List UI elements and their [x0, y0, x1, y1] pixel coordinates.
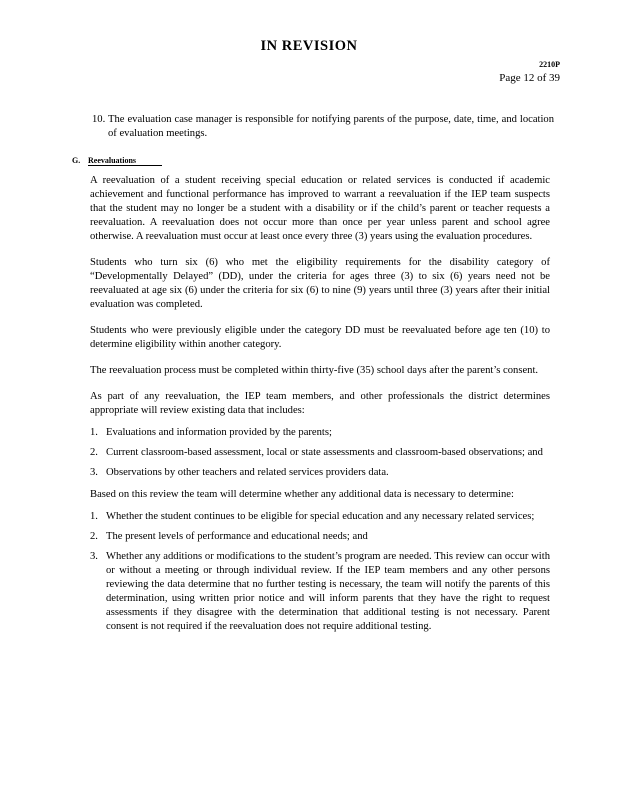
- list-number: 2.: [90, 531, 98, 542]
- section-heading: Reevaluations: [88, 156, 162, 166]
- list-number: 1.: [90, 427, 98, 438]
- paragraph: As part of any reevaluation, the IEP team members, and other professionals the district determines appropriate will review existing data that includes:: [90, 391, 550, 416]
- list-item: [90, 530, 550, 544]
- document-id: 2210P: [539, 60, 560, 69]
- list-text: Observations by other teachers and related services providers data.: [106, 467, 389, 478]
- list-text: The present levels of performance and educational needs; and: [106, 531, 368, 542]
- list-number: 2.: [90, 447, 98, 458]
- paragraph: Students who were previously eligible under the category DD must be reevaluated before age ten (10) to determine eligibility within another category.: [90, 325, 550, 350]
- list-text: Current classroom-based assessment, local or state assessments and classroom-based observations; and: [106, 447, 543, 458]
- revision-banner: IN REVISION: [260, 38, 358, 54]
- list-number: 3.: [90, 551, 98, 562]
- section-letter: G.: [72, 156, 81, 165]
- list-text: Evaluations and information provided by the parents;: [106, 427, 332, 438]
- list-number: 1.: [90, 511, 98, 522]
- list-text: Whether the student continues to be eligible for special education and any necessary related services;: [106, 511, 535, 522]
- list-item: [90, 426, 550, 440]
- list-item: [90, 466, 550, 480]
- list-text: Whether any additions or modifications to the student’s program are needed. This review can occur with or without a meeting or through individual review. If the IEP team members and any other persons reviewing the data determine that no further testing is necessary, the team will notify the parents of this determination, using written prior notice and will inform parents that they have the right to request assessments if they disagree with the determination that additional testing is not necessary. Parent consent is not required if the reevaluation does not require additional testing.: [106, 551, 550, 632]
- list-item-10: 10. The evaluation case manager is responsible for notifying parents of the purpose, date, time, and location of evaluation meetings.: [92, 114, 554, 139]
- existing-data-list: [90, 426, 550, 480]
- paragraph: A reevaluation of a student receiving special education or related services is conducted if academic achievement and functional performance has improved to warrant a reevaluation if the IEP team suspects that the student may no longer be a student with a disability or if the child’s parent or teacher requests a reevaluation. A reevaluation does not occur more than once per year unless parent and school agree otherwise. A reevaluation must occur at least once every three (3) years using the evaluation procedures.: [90, 175, 550, 242]
- list-item: [90, 550, 550, 634]
- paragraph: Based on this review the team will determine whether any additional data is necessary to determine:: [90, 489, 514, 500]
- list-number: 3.: [90, 467, 98, 478]
- section-body: [90, 174, 550, 642]
- list-item: [90, 510, 550, 524]
- page-number: Page 12 of 39: [499, 72, 560, 84]
- paragraph: Students who turn six (6) who met the eligibility requirements for the disability category of “Developmentally Delayed” (DD), under the criteria for ages three (3) to six (6) years need not be reevaluated at age six (6) under the criteria for six (6) to nine (9) years until three (3) years after their initial evaluation was completed.: [90, 257, 550, 310]
- list-item: [90, 446, 550, 460]
- determination-list: [90, 510, 550, 634]
- paragraph: The reevaluation process must be completed within thirty-five (35) school days after the parent’s consent.: [90, 365, 539, 376]
